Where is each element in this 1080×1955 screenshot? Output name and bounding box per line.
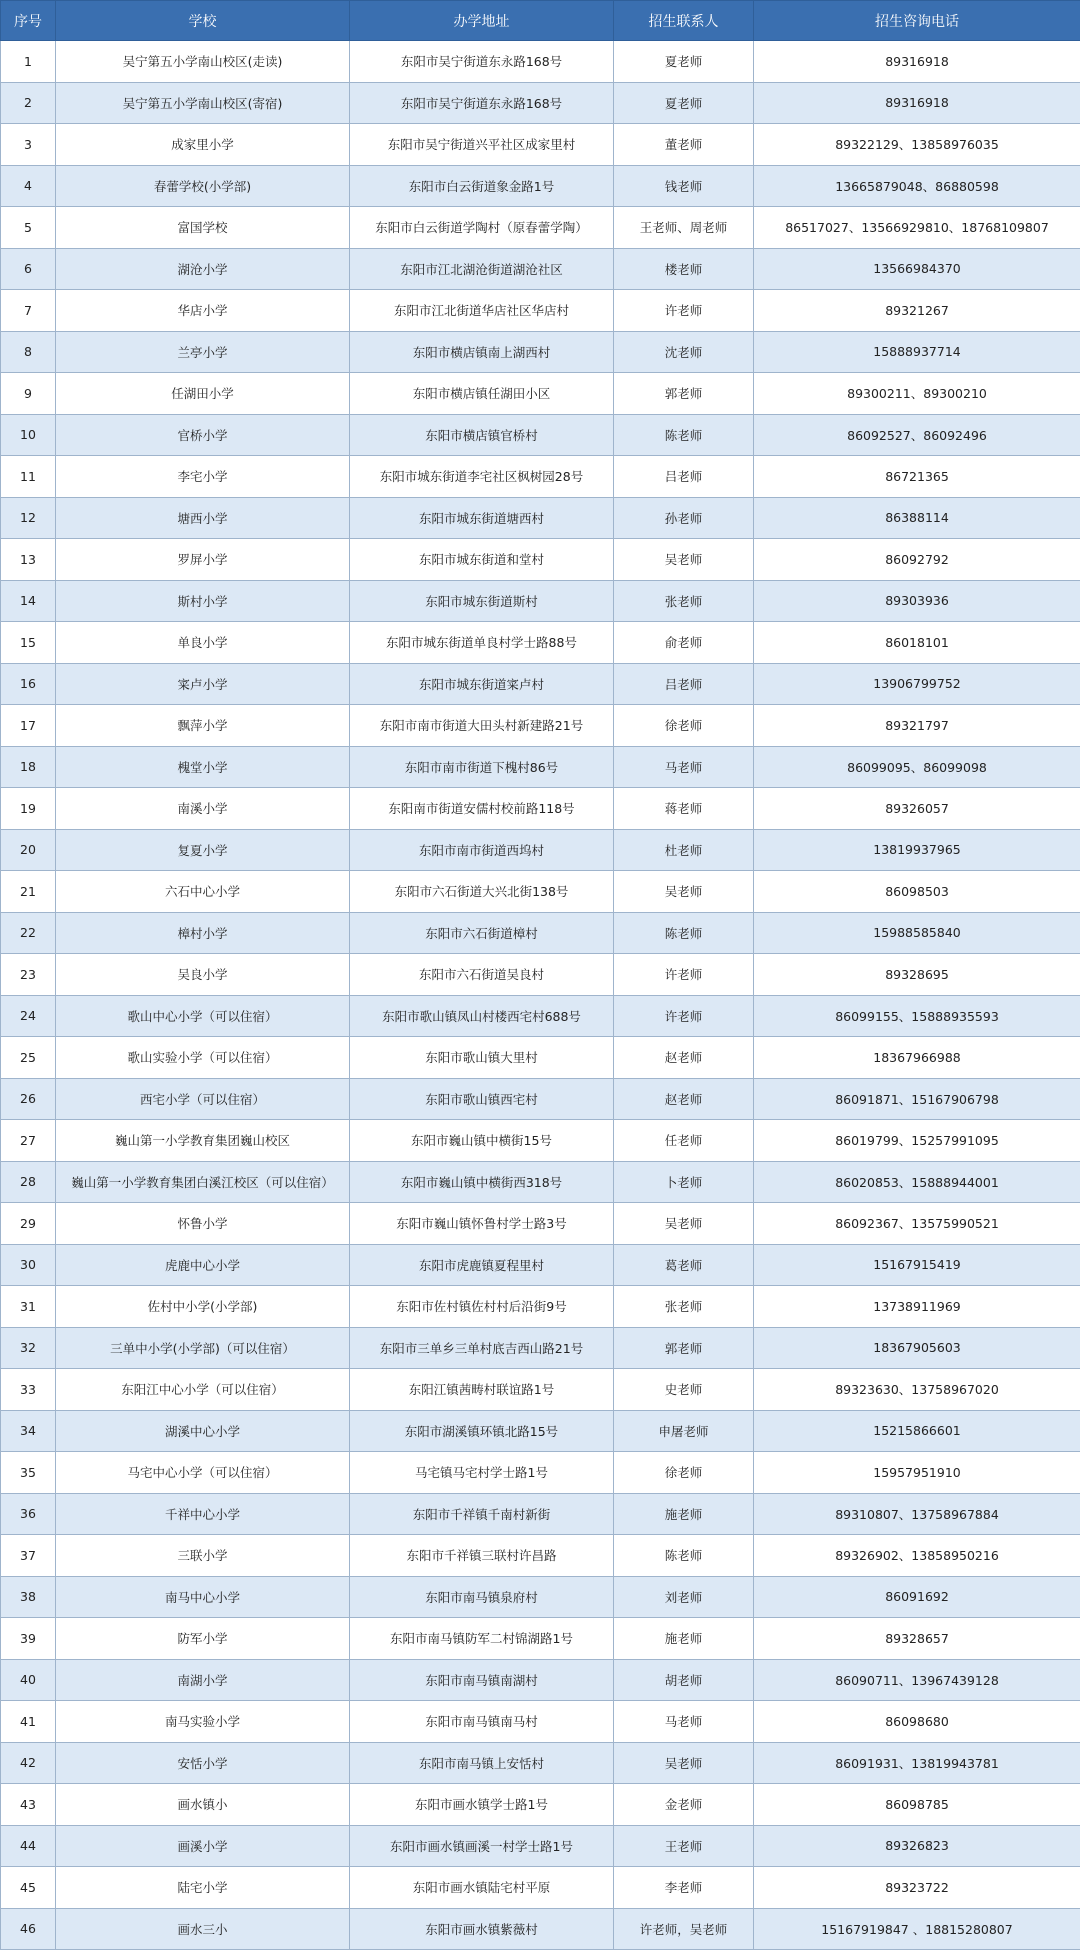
cell-address: 东阳市歌山镇大里村	[350, 1037, 614, 1079]
cell-index: 27	[1, 1120, 56, 1162]
cell-index: 43	[1, 1784, 56, 1826]
cell-phone: 15167915419	[754, 1244, 1080, 1286]
cell-address: 东阳市城东街道塘西村	[350, 497, 614, 539]
cell-address: 东阳市巍山镇怀鲁村学士路3号	[350, 1203, 614, 1245]
cell-index: 12	[1, 497, 56, 539]
col-header-index: 序号	[1, 1, 56, 41]
table-row	[1, 373, 1080, 415]
cell-address: 东阳市南马镇防军二村锦湖路1号	[350, 1618, 614, 1660]
table-row	[1, 1867, 1080, 1909]
cell-index: 45	[1, 1867, 56, 1909]
cell-address: 东阳市江北街道华店社区华店村	[350, 290, 614, 332]
cell-phone: 86091871、15167906798	[754, 1078, 1080, 1120]
cell-school: 樟村小学	[56, 912, 350, 954]
cell-index: 6	[1, 248, 56, 290]
table-row	[1, 414, 1080, 456]
cell-address: 东阳市画水镇学士路1号	[350, 1784, 614, 1826]
cell-index: 10	[1, 414, 56, 456]
table-row	[1, 290, 1080, 332]
cell-phone: 86090711、13967439128	[754, 1659, 1080, 1701]
cell-school: 官桥小学	[56, 414, 350, 456]
cell-school: 南马实验小学	[56, 1701, 350, 1743]
cell-index: 42	[1, 1742, 56, 1784]
cell-address: 东阳市城东街道斯村	[350, 580, 614, 622]
table-row	[1, 456, 1080, 498]
cell-phone: 86099095、86099098	[754, 746, 1080, 788]
cell-school: 槐堂小学	[56, 746, 350, 788]
cell-index: 40	[1, 1659, 56, 1701]
table-row	[1, 1908, 1080, 1950]
table-body	[1, 41, 1080, 1950]
cell-contact: 吕老师	[614, 456, 754, 498]
cell-contact: 许老师	[614, 290, 754, 332]
cell-contact: 吴老师	[614, 1742, 754, 1784]
table-row	[1, 41, 1080, 83]
table-row	[1, 580, 1080, 622]
cell-phone: 86018101	[754, 622, 1080, 664]
cell-contact: 王老师	[614, 1825, 754, 1867]
cell-address: 东阳市千祥镇千南村新街	[350, 1493, 614, 1535]
cell-address: 东阳市南市街道西坞村	[350, 829, 614, 871]
cell-school: 南湖小学	[56, 1659, 350, 1701]
table-row	[1, 82, 1080, 124]
cell-school: 李宅小学	[56, 456, 350, 498]
cell-address: 东阳市白云街道学陶村（原春蕾学陶）	[350, 207, 614, 249]
cell-contact: 孙老师	[614, 497, 754, 539]
table-row	[1, 1369, 1080, 1411]
cell-index: 14	[1, 580, 56, 622]
cell-address: 马宅镇马宅村学士路1号	[350, 1452, 614, 1494]
cell-address: 东阳市巍山镇中横街西318号	[350, 1161, 614, 1203]
cell-school: 春蕾学校(小学部)	[56, 165, 350, 207]
cell-address: 东阳市佐村镇佐村村后沿街9号	[350, 1286, 614, 1328]
cell-school: 画水三小	[56, 1908, 350, 1950]
cell-contact: 徐老师	[614, 705, 754, 747]
cell-address: 东阳市歌山镇凤山村楼西宅村688号	[350, 995, 614, 1037]
table-row	[1, 871, 1080, 913]
cell-school: 画水镇小	[56, 1784, 350, 1826]
table-row	[1, 1037, 1080, 1079]
table-row	[1, 1120, 1080, 1162]
cell-school: 斯村小学	[56, 580, 350, 622]
cell-phone: 13906799752	[754, 663, 1080, 705]
cell-index: 18	[1, 746, 56, 788]
cell-school: 歌山实验小学（可以住宿）	[56, 1037, 350, 1079]
cell-index: 21	[1, 871, 56, 913]
cell-phone: 18367905603	[754, 1327, 1080, 1369]
cell-address: 东阳市南马镇南马村	[350, 1701, 614, 1743]
cell-phone: 89326823	[754, 1825, 1080, 1867]
col-header-address: 办学地址	[350, 1, 614, 41]
table-row	[1, 746, 1080, 788]
table-row	[1, 663, 1080, 705]
cell-phone: 13738911969	[754, 1286, 1080, 1328]
cell-address: 东阳南市街道安儒村校前路118号	[350, 788, 614, 830]
cell-address: 东阳市吴宁街道兴平社区成家里村	[350, 124, 614, 166]
cell-contact: 李老师	[614, 1867, 754, 1909]
cell-address: 东阳市巍山镇中横街15号	[350, 1120, 614, 1162]
cell-school: 歌山中心小学（可以住宿）	[56, 995, 350, 1037]
cell-phone: 86092792	[754, 539, 1080, 581]
cell-phone: 86020853、15888944001	[754, 1161, 1080, 1203]
cell-index: 7	[1, 290, 56, 332]
table-row	[1, 497, 1080, 539]
cell-school: 安恬小学	[56, 1742, 350, 1784]
cell-phone: 89326057	[754, 788, 1080, 830]
cell-index: 23	[1, 954, 56, 996]
cell-school: 巍山第一小学教育集团巍山校区	[56, 1120, 350, 1162]
cell-address: 东阳市城东街道寀卢村	[350, 663, 614, 705]
table-row	[1, 1784, 1080, 1826]
cell-index: 13	[1, 539, 56, 581]
cell-address: 东阳市吴宁街道东永路168号	[350, 41, 614, 83]
cell-phone: 89300211、89300210	[754, 373, 1080, 415]
table-row	[1, 1535, 1080, 1577]
cell-contact: 申屠老师	[614, 1410, 754, 1452]
cell-index: 37	[1, 1535, 56, 1577]
cell-school: 六石中心小学	[56, 871, 350, 913]
table-row	[1, 1327, 1080, 1369]
cell-contact: 马老师	[614, 1701, 754, 1743]
cell-school: 单良小学	[56, 622, 350, 664]
cell-address: 东阳市吴宁街道东永路168号	[350, 82, 614, 124]
cell-address: 东阳市千祥镇三联村许昌路	[350, 1535, 614, 1577]
cell-contact: 夏老师	[614, 41, 754, 83]
cell-address: 东阳市南马镇泉府村	[350, 1576, 614, 1618]
cell-phone: 86098785	[754, 1784, 1080, 1826]
cell-phone: 89303936	[754, 580, 1080, 622]
cell-contact: 杜老师	[614, 829, 754, 871]
cell-contact: 沈老师	[614, 331, 754, 373]
cell-address: 东阳市城东街道和堂村	[350, 539, 614, 581]
cell-contact: 葛老师	[614, 1244, 754, 1286]
cell-contact: 钱老师	[614, 165, 754, 207]
cell-phone: 86091692	[754, 1576, 1080, 1618]
cell-index: 24	[1, 995, 56, 1037]
cell-index: 3	[1, 124, 56, 166]
cell-school: 西宅小学（可以住宿）	[56, 1078, 350, 1120]
cell-address: 东阳市虎鹿镇夏程里村	[350, 1244, 614, 1286]
cell-contact: 吴老师	[614, 539, 754, 581]
cell-address: 东阳市六石街道大兴北街138号	[350, 871, 614, 913]
cell-contact: 陈老师	[614, 414, 754, 456]
cell-address: 东阳市画水镇紫薇村	[350, 1908, 614, 1950]
cell-contact: 施老师	[614, 1618, 754, 1660]
cell-phone: 89316918	[754, 41, 1080, 83]
cell-contact: 俞老师	[614, 622, 754, 664]
cell-index: 30	[1, 1244, 56, 1286]
cell-school: 东阳江中心小学（可以住宿）	[56, 1369, 350, 1411]
cell-index: 33	[1, 1369, 56, 1411]
cell-phone: 89328695	[754, 954, 1080, 996]
cell-contact: 许老师，吴老师	[614, 1908, 754, 1950]
cell-address: 东阳市湖溪镇环镇北路15号	[350, 1410, 614, 1452]
cell-phone: 86098680	[754, 1701, 1080, 1743]
cell-contact: 郭老师	[614, 1327, 754, 1369]
cell-index: 19	[1, 788, 56, 830]
cell-school: 寀卢小学	[56, 663, 350, 705]
cell-index: 29	[1, 1203, 56, 1245]
col-header-contact: 招生联系人	[614, 1, 754, 41]
table-row	[1, 124, 1080, 166]
table-row	[1, 1452, 1080, 1494]
cell-contact: 吕老师	[614, 663, 754, 705]
cell-phone: 89310807、13758967884	[754, 1493, 1080, 1535]
cell-school: 任湖田小学	[56, 373, 350, 415]
cell-index: 44	[1, 1825, 56, 1867]
cell-contact: 董老师	[614, 124, 754, 166]
table-row	[1, 1618, 1080, 1660]
cell-contact: 许老师	[614, 995, 754, 1037]
cell-contact: 刘老师	[614, 1576, 754, 1618]
cell-school: 怀鲁小学	[56, 1203, 350, 1245]
cell-contact: 金老师	[614, 1784, 754, 1826]
cell-index: 31	[1, 1286, 56, 1328]
cell-address: 东阳市歌山镇西宅村	[350, 1078, 614, 1120]
cell-school: 罗屏小学	[56, 539, 350, 581]
cell-index: 41	[1, 1701, 56, 1743]
cell-address: 东阳市横店镇南上湖西村	[350, 331, 614, 373]
cell-address: 东阳市南市街道大田头村新建路21号	[350, 705, 614, 747]
cell-school: 佐村中小学(小学部)	[56, 1286, 350, 1328]
cell-phone: 15167919847 、18815280807	[754, 1908, 1080, 1950]
cell-school: 三单中小学(小学部)（可以住宿）	[56, 1327, 350, 1369]
table-header	[1, 1, 1080, 41]
cell-phone: 86091931、13819943781	[754, 1742, 1080, 1784]
cell-phone: 86517027、13566929810、18768109807	[754, 207, 1080, 249]
cell-index: 35	[1, 1452, 56, 1494]
table-row	[1, 331, 1080, 373]
cell-phone: 86098503	[754, 871, 1080, 913]
cell-index: 20	[1, 829, 56, 871]
cell-phone: 89321797	[754, 705, 1080, 747]
cell-index: 28	[1, 1161, 56, 1203]
cell-phone: 89316918	[754, 82, 1080, 124]
cell-phone: 89323630、13758967020	[754, 1369, 1080, 1411]
cell-index: 1	[1, 41, 56, 83]
table-row	[1, 995, 1080, 1037]
cell-index: 38	[1, 1576, 56, 1618]
cell-index: 2	[1, 82, 56, 124]
cell-phone: 13566984370	[754, 248, 1080, 290]
cell-index: 9	[1, 373, 56, 415]
col-header-phone: 招生咨询电话	[754, 1, 1080, 41]
table-row	[1, 788, 1080, 830]
cell-address: 东阳市六石街道樟村	[350, 912, 614, 954]
table-row	[1, 1825, 1080, 1867]
cell-index: 36	[1, 1493, 56, 1535]
cell-contact: 郭老师	[614, 373, 754, 415]
cell-school: 成家里小学	[56, 124, 350, 166]
cell-index: 32	[1, 1327, 56, 1369]
cell-school: 吴宁第五小学南山校区(寄宿)	[56, 82, 350, 124]
cell-school: 陆宅小学	[56, 1867, 350, 1909]
cell-school: 防军小学	[56, 1618, 350, 1660]
table-row	[1, 1659, 1080, 1701]
cell-school: 富国学校	[56, 207, 350, 249]
table-row	[1, 1286, 1080, 1328]
cell-school: 吴宁第五小学南山校区(走读)	[56, 41, 350, 83]
cell-index: 22	[1, 912, 56, 954]
table-row	[1, 165, 1080, 207]
cell-address: 东阳市画水镇画溪一村学士路1号	[350, 1825, 614, 1867]
cell-address: 东阳市横店镇官桥村	[350, 414, 614, 456]
cell-phone: 15957951910	[754, 1452, 1080, 1494]
cell-address: 东阳市横店镇任湖田小区	[350, 373, 614, 415]
cell-school: 飘萍小学	[56, 705, 350, 747]
cell-contact: 楼老师	[614, 248, 754, 290]
cell-phone: 15215866601	[754, 1410, 1080, 1452]
table-row	[1, 912, 1080, 954]
cell-contact: 徐老师	[614, 1452, 754, 1494]
cell-address: 东阳市南市街道下槐村86号	[350, 746, 614, 788]
cell-contact: 王老师、周老师	[614, 207, 754, 249]
table-row	[1, 1493, 1080, 1535]
cell-school: 虎鹿中心小学	[56, 1244, 350, 1286]
cell-phone: 86092527、86092496	[754, 414, 1080, 456]
cell-contact: 张老师	[614, 1286, 754, 1328]
header-row	[1, 1, 1080, 41]
cell-contact: 陈老师	[614, 912, 754, 954]
cell-contact: 马老师	[614, 746, 754, 788]
cell-phone: 86099155、15888935593	[754, 995, 1080, 1037]
cell-index: 34	[1, 1410, 56, 1452]
table-row	[1, 954, 1080, 996]
cell-contact: 张老师	[614, 580, 754, 622]
cell-index: 25	[1, 1037, 56, 1079]
cell-phone: 89322129、13858976035	[754, 124, 1080, 166]
cell-address: 东阳市城东街道单良村学士路88号	[350, 622, 614, 664]
cell-phone: 86721365	[754, 456, 1080, 498]
cell-address: 东阳市三单乡三单村底吉西山路21号	[350, 1327, 614, 1369]
cell-phone: 15888937714	[754, 331, 1080, 373]
cell-index: 17	[1, 705, 56, 747]
col-header-school: 学校	[56, 1, 350, 41]
table-row	[1, 207, 1080, 249]
cell-address: 东阳市城东街道李宅社区枫树园28号	[350, 456, 614, 498]
cell-phone: 18367966988	[754, 1037, 1080, 1079]
cell-contact: 陈老师	[614, 1535, 754, 1577]
cell-contact: 史老师	[614, 1369, 754, 1411]
table-row	[1, 705, 1080, 747]
cell-index: 15	[1, 622, 56, 664]
cell-contact: 吴老师	[614, 871, 754, 913]
cell-school: 千祥中心小学	[56, 1493, 350, 1535]
table-row	[1, 1576, 1080, 1618]
cell-phone: 89328657	[754, 1618, 1080, 1660]
cell-address: 东阳市南马镇南湖村	[350, 1659, 614, 1701]
cell-contact: 赵老师	[614, 1078, 754, 1120]
table-row	[1, 1244, 1080, 1286]
cell-contact: 任老师	[614, 1120, 754, 1162]
cell-index: 46	[1, 1908, 56, 1950]
cell-school: 兰亭小学	[56, 331, 350, 373]
cell-school: 湖沧小学	[56, 248, 350, 290]
table-row	[1, 1078, 1080, 1120]
cell-contact: 夏老师	[614, 82, 754, 124]
cell-contact: 胡老师	[614, 1659, 754, 1701]
table-row	[1, 622, 1080, 664]
table-row	[1, 1742, 1080, 1784]
cell-contact: 许老师	[614, 954, 754, 996]
cell-phone: 13819937965	[754, 829, 1080, 871]
cell-index: 5	[1, 207, 56, 249]
cell-index: 26	[1, 1078, 56, 1120]
cell-school: 南溪小学	[56, 788, 350, 830]
cell-contact: 蒋老师	[614, 788, 754, 830]
cell-phone: 86388114	[754, 497, 1080, 539]
cell-school: 塘西小学	[56, 497, 350, 539]
cell-index: 4	[1, 165, 56, 207]
cell-contact: 吴老师	[614, 1203, 754, 1245]
cell-phone: 89326902、13858950216	[754, 1535, 1080, 1577]
table-row	[1, 829, 1080, 871]
cell-contact: 赵老师	[614, 1037, 754, 1079]
cell-school: 画溪小学	[56, 1825, 350, 1867]
cell-phone: 13665879048、86880598	[754, 165, 1080, 207]
cell-contact: 卜老师	[614, 1161, 754, 1203]
cell-index: 8	[1, 331, 56, 373]
cell-school: 湖溪中心小学	[56, 1410, 350, 1452]
cell-index: 16	[1, 663, 56, 705]
cell-address: 东阳市六石街道吴良村	[350, 954, 614, 996]
cell-address: 东阳市画水镇陆宅村平原	[350, 1867, 614, 1909]
cell-school: 吴良小学	[56, 954, 350, 996]
cell-contact: 施老师	[614, 1493, 754, 1535]
table-row	[1, 1701, 1080, 1743]
cell-index: 39	[1, 1618, 56, 1660]
cell-school: 马宅中心小学（可以住宿）	[56, 1452, 350, 1494]
cell-address: 东阳市江北湖沧街道湖沧社区	[350, 248, 614, 290]
table-row	[1, 1161, 1080, 1203]
cell-address: 东阳江镇茜畴村联谊路1号	[350, 1369, 614, 1411]
cell-address: 东阳市南马镇上安恬村	[350, 1742, 614, 1784]
cell-phone: 86092367、13575990521	[754, 1203, 1080, 1245]
cell-school: 南马中心小学	[56, 1576, 350, 1618]
table-row	[1, 1203, 1080, 1245]
cell-phone: 15988585840	[754, 912, 1080, 954]
cell-phone: 86019799、15257991095	[754, 1120, 1080, 1162]
cell-phone: 89323722	[754, 1867, 1080, 1909]
table-row	[1, 539, 1080, 581]
cell-school: 华店小学	[56, 290, 350, 332]
table-row	[1, 1410, 1080, 1452]
cell-school: 巍山第一小学教育集团白溪江校区（可以住宿）	[56, 1161, 350, 1203]
cell-phone: 89321267	[754, 290, 1080, 332]
table-row	[1, 248, 1080, 290]
cell-index: 11	[1, 456, 56, 498]
cell-school: 三联小学	[56, 1535, 350, 1577]
cell-address: 东阳市白云街道象金路1号	[350, 165, 614, 207]
cell-school: 复夏小学	[56, 829, 350, 871]
